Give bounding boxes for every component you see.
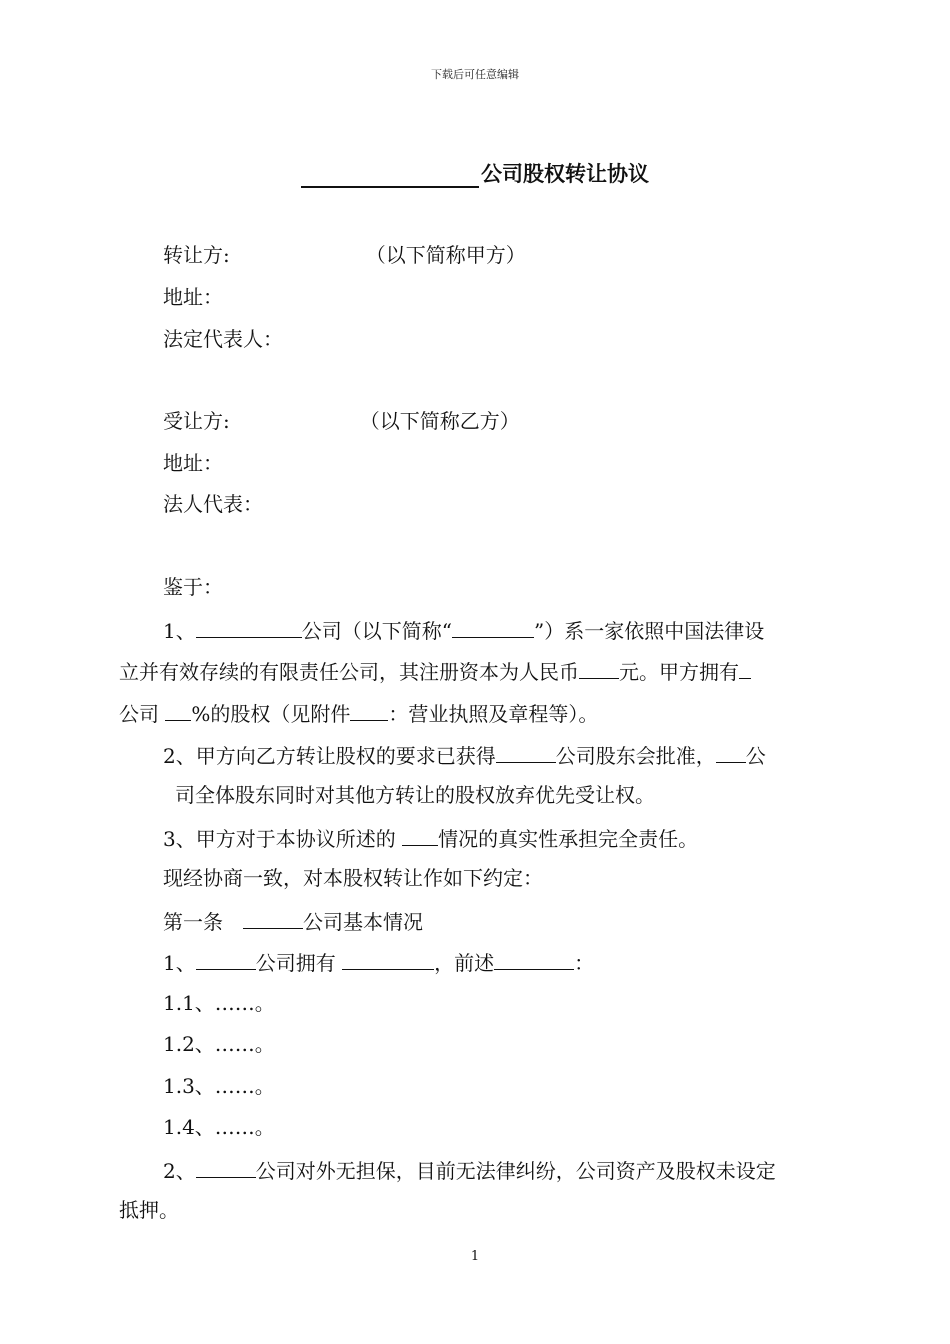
sub-item: 1.1、……。 [163, 991, 275, 1015]
title-text: 公司股权转让协议 [481, 162, 649, 186]
blank [739, 658, 751, 679]
transferor-alias: （以下简称甲方） [365, 243, 526, 267]
page-number: 1 [470, 1249, 480, 1264]
transferor-representative: 法定代表人： [163, 327, 283, 351]
header-note: 下载后可任意编辑 [431, 68, 519, 81]
blank [165, 700, 191, 721]
article-1-item-2-line-1: 2、 公司对外无担保，目前无法律纠纷，公司资产及股权未设定 [163, 1159, 776, 1183]
agreement-statement: 现经协商一致，对本股权转让作如下约定： [163, 866, 543, 890]
blank [494, 949, 574, 970]
transferee-representative: 法人代表： [163, 492, 263, 516]
blank [452, 617, 534, 638]
recital-3: 3、甲方对于本协议所述的 情况的真实性承担完全责任。 [163, 827, 699, 851]
blank [350, 700, 388, 721]
recital-2-line-2: 司全体股东同时对其他方转让的股权放弃优先受让权。 [175, 783, 655, 807]
blank [716, 742, 746, 763]
blank [196, 1157, 256, 1178]
blank [196, 949, 256, 970]
transferee-alias: （以下简称乙方） [359, 409, 520, 433]
blank [402, 825, 438, 846]
transferee-line [163, 409, 520, 433]
recital-1-line-1: 1、 公司（以下简称“ ”）系一家依照中国法律设 [163, 619, 765, 643]
article-1-heading: 第一条 公司基本情况 [163, 910, 423, 934]
sub-item: 1.2、……。 [163, 1032, 275, 1056]
blank [243, 908, 303, 929]
transferee-label: 受让方: [163, 409, 230, 433]
document-title [0, 158, 950, 188]
company-name-blank [301, 162, 479, 188]
blank [579, 658, 619, 679]
blank [496, 742, 556, 763]
transferor-line [163, 243, 526, 267]
recital-1-line-2: 立并有效存续的有限责任公司，其注册资本为人民币 元。甲方拥有 [119, 658, 751, 684]
article-1-item-2-line-2: 抵押。 [119, 1198, 179, 1222]
blank [196, 617, 302, 638]
recital-1-line-3: 公司 %的股权（见附件 ：营业执照及章程等）。 [119, 702, 599, 726]
transferee-address: 地址： [163, 451, 223, 475]
transferor-label: 转让方: [163, 243, 230, 267]
blank [342, 949, 434, 970]
article-1-item-1: 1、 公司拥有 ，前述 ： [163, 951, 595, 975]
sub-item: 1.3、……。 [163, 1074, 275, 1098]
sub-item: 1.4、……。 [163, 1115, 275, 1139]
transferor-address: 地址： [163, 285, 223, 309]
recital-2-line-1: 2、甲方向乙方转让股权的要求已获得 公司股东会批准， 公 [163, 744, 766, 768]
recitals-heading: 鉴于： [163, 575, 223, 599]
